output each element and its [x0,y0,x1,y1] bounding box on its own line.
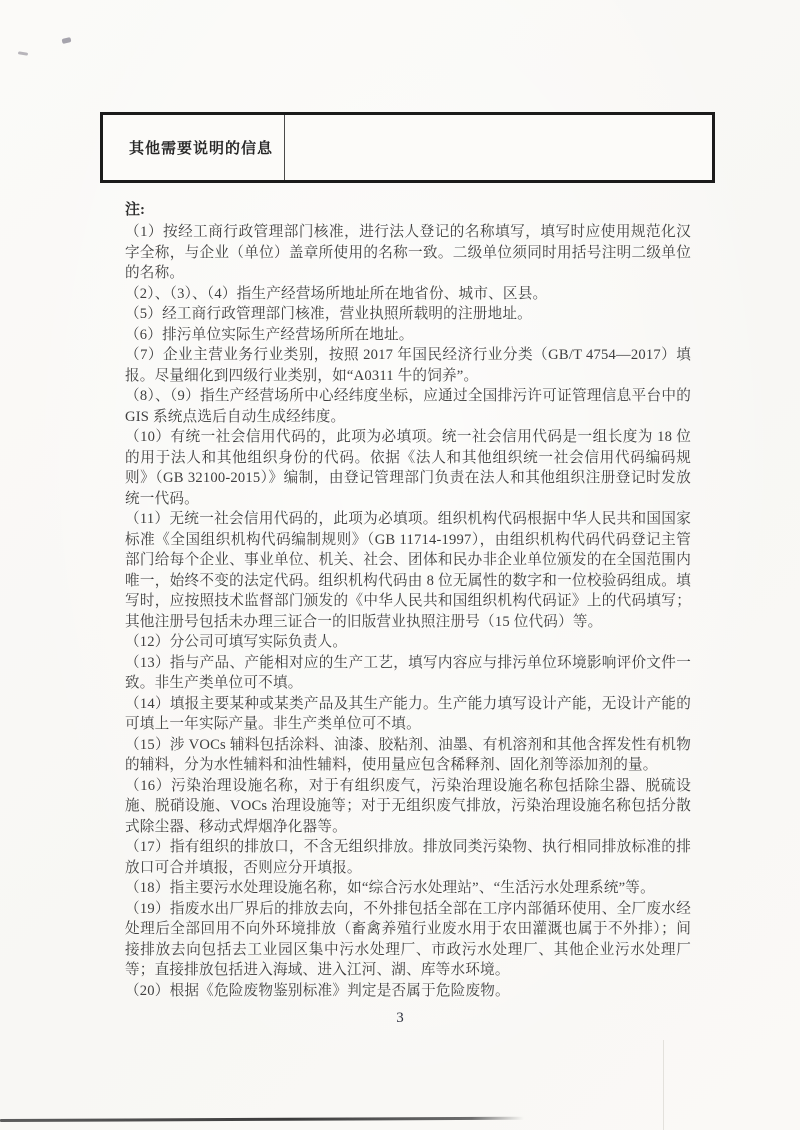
page-number: 3 [396,1010,404,1026]
note-item: （5）经工商行政管理部门核准，营业执照所载明的注册地址。 [125,306,532,322]
other-info-value-cell [285,115,712,180]
note-item: （17）指有组织的排放口，不含无组织排放。排放同类污染物、执行相同排放标准的排放口可合并填报，否则应分开填报。 [125,839,691,876]
notes-section [125,200,691,1001]
note-item: （6）排污单位实际生产经营场所所在地址。 [125,326,414,343]
note-item: （20）根据《危险废物鉴别标准》判定是否属于危险废物。 [125,982,510,999]
note-item: （7）企业主营业务行业类别，按照 2017 年国民经济行业分类（GB/T 4754—2017）填报。尽量细化到四级行业类别，如“A0311 牛的饲养”。 [125,347,691,384]
scan-speck-icon [18,51,28,56]
note-item: （15）涉 VOCs 辅料包括涂料、油漆、胶粘剂、油墨、有机溶剂和其他含挥发性有机物的辅料，分为水性辅料和油性辅料，使用量应包含稀释剂、固化剂等添加剂的量。 [125,736,691,773]
note-item: （2）、（3）、（4）指生产经营场所地址所在地省份、城市、区县。 [125,285,548,302]
note-item: （18）指主要污水处理设施名称，如“综合污水处理站”、“生活污水处理系统”等。 [125,880,655,896]
note-item: （16）污染治理设施名称，对于有组织废气，污染治理设施名称包括除尘器、脱硫设施、脱硝设施、VOCs 治理设施等；对于无组织废气排放，污染治理设施名称包括分散式除尘器、移动式焊烟净化器等。 [125,777,691,835]
note-item: （19）指废水出厂界后的排放去向，不外排包括全部在工序内部循环使用、全厂废水经处理后全部回用不向外环境排放（畜禽养殖行业废水用于农田灌溉也属于不外排）；间接排放去向包括去工业园区集中污水处理厂、市政污水处理厂、其他企业污水处理厂等；直接排放包括进入海域、进入江河、湖、库等水环境。 [125,900,691,978]
other-info-table [100,112,715,183]
note-item: （10）有统一社会信用代码的，此项为必填项。统一社会信用代码是一组长度为 18 位的用于法人和其他组织身份的代码。依据《法人和其他组织统一社会信用代码编码规则》（GB 32100-2015）》编制，由登记管理部门负责在法人和其他组织注册登记时发放统一代码。 [125,429,691,507]
note-item: （13）指与产品、产能相对应的生产工艺，填写内容应与排污单位环境影响评价文件一致。非生产类单位可不填。 [125,654,691,691]
paper-edge-line [663,1040,664,1130]
scan-speck-icon [62,37,72,44]
notes-list [125,222,691,1001]
note-item: （1）按经工商行政管理部门核准，进行法人登记的名称填写，填写时应使用规范化汉字全称，与企业（单位）盖章所使用的名称一致。二级单位须同时用括号注明二级单位的名称。 [125,224,691,281]
other-info-label: 其他需要说明的信息 [103,115,285,180]
note-item: （12）分公司可填写实际负责人。 [125,634,348,650]
notes-heading: 注: [125,202,145,218]
note-item: （11）无统一社会信用代码的，此项为必填项。组织机构代码根据中华人民共和国国家标准《全国组织机构代码编制规则》（GB 11714-1997），由组织机构代码代码登记主管部门给每个企业、事业单位、机关、社会、团体和民办非企业单位颁发的在全国范围内唯一，始终不变的法定代码。组织机构代码由 8 位无属性的数字和一位校验码组成。填写时，应按照技术监督部门颁发的《中华人民共和国组织机构代码证》上的代码填写；其他注册号包括未办理三证合一的旧版营业执照注册号（15 位代码）等。 [125,511,691,630]
note-item: （14）填报主要某种或某类产品及其生产能力。生产能力填写设计产能，无设计产能的可填上一年实际产量。非生产类单位可不填。 [125,695,691,732]
scan-artifact-line [0,1117,524,1122]
note-item: （8）、（9）指生产经营场所中心经纬度坐标，应通过全国排污许可证管理信息平台中的 GIS 系统点选后自动生成经纬度。 [125,388,691,425]
